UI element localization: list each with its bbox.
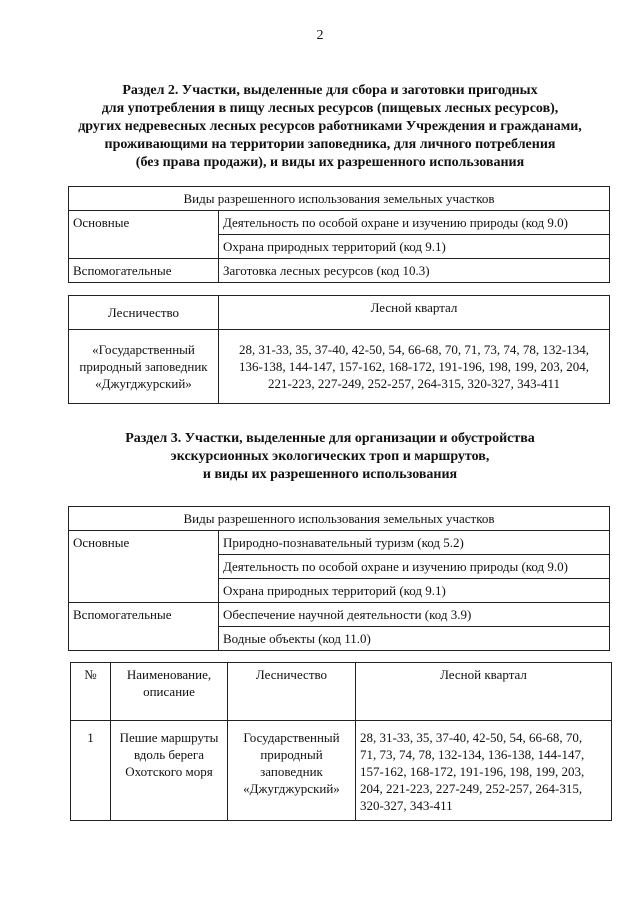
quarter-line: 221-223, 227-249, 252-257, 264-315, 320-327, 343-411 — [268, 376, 560, 391]
aux-use-item: Обеспечение научной деятельности (код 3.9) — [219, 603, 610, 627]
page-number: 2 — [316, 28, 324, 43]
route-quarter-line: 204, 221-223, 227-249, 252-257, 264-315, — [360, 781, 583, 796]
route-name — [111, 721, 228, 821]
route-forestry-line: Государственный — [243, 730, 340, 745]
aux-use-item: Водные объекты (код 11.0) — [219, 627, 610, 651]
main-use-item: Деятельность по особой охране и изучению природы (код 9.0) — [219, 211, 610, 235]
main-use-label: Основные — [69, 211, 219, 259]
forestry-column-header: Лесничество — [69, 296, 219, 330]
section-2-forest-quarters-table — [68, 295, 610, 404]
main-use-item: Деятельность по особой охране и изучению природы (код 9.0) — [219, 555, 610, 579]
forestry-line: «Государственный — [92, 342, 195, 357]
section-3-use-types-table — [68, 506, 610, 651]
route-name-line: вдоль берега — [133, 747, 204, 762]
route-number: 1 — [71, 721, 111, 821]
quarter-column-header: Лесной квартал — [356, 663, 612, 721]
section-2-use-types-table — [68, 186, 610, 283]
route-forestry-line: заповедник — [260, 764, 323, 779]
route-name-line: Охотского моря — [125, 764, 213, 779]
route-quarter-line: 157-162, 168-172, 191-196, 198, 199, 203, — [360, 764, 585, 779]
route-forestry-line: природный — [260, 747, 323, 762]
quarter-column-header: Лесной квартал — [219, 296, 610, 330]
route-forestry-line: «Джугджурский» — [243, 781, 340, 796]
title-line: проживающими на территории заповедника, для личного потребления — [104, 137, 556, 152]
section-3-routes-table — [70, 662, 612, 821]
main-use-item: Охрана природных территорий (код 9.1) — [219, 579, 610, 603]
quarter-line: 136-138, 144-147, 157-162, 168-172, 191-196, 198, 199, 203, 204, — [239, 359, 589, 374]
title-line: Раздел 2. Участки, выделенные для сбора и заготовки пригодных — [122, 83, 538, 98]
aux-use-label: Вспомогательные — [69, 259, 219, 283]
main-use-label: Основные — [69, 531, 219, 603]
route-quarter-line: 71, 73, 74, 78, 132-134, 136-138, 144-147, — [360, 747, 585, 762]
name-header-line: описание — [143, 684, 195, 699]
main-use-item: Охрана природных территорий (код 9.1) — [219, 235, 610, 259]
aux-use-label: Вспомогательные — [69, 603, 219, 651]
route-quarter-line: 28, 31-33, 35, 37-40, 42-50, 54, 66-68, 70, — [360, 730, 583, 745]
route-quarters — [356, 721, 612, 821]
aux-use-item: Заготовка лесных ресурсов (код 10.3) — [219, 259, 610, 283]
forestry-cell — [69, 330, 219, 404]
quarter-cell — [219, 330, 610, 404]
forestry-line: природный заповедник — [79, 359, 208, 374]
name-column-header — [111, 663, 228, 721]
title-line: и виды их разрешенного использования — [202, 467, 458, 482]
section-3-title — [40, 430, 620, 484]
title-line: (без права продажи), и виды их разрешенного использования — [135, 155, 525, 170]
use-types-header: Виды разрешенного использования земельных участков — [69, 187, 610, 211]
number-column-header: № — [71, 663, 111, 721]
title-line: других недревесных лесных ресурсов работниками Учреждения и гражданами, — [78, 119, 582, 134]
title-line: Раздел 3. Участки, выделенные для организации и обустройства — [125, 431, 535, 446]
route-forestry — [228, 721, 356, 821]
route-name-line: Пешие маршруты — [119, 730, 219, 745]
title-line: экскурсионных экологических троп и маршрутов, — [170, 449, 490, 464]
name-header-line: Наименование, — [126, 667, 212, 682]
title-line: для употребления в пищу лесных ресурсов (пищевых лесных ресурсов), — [101, 101, 559, 116]
quarter-line: 28, 31-33, 35, 37-40, 42-50, 54, 66-68, 70, 71, 73, 74, 78, 132-134, — [239, 342, 589, 357]
forestry-column-header: Лесничество — [228, 663, 356, 721]
forestry-line: «Джугджурский» — [95, 376, 192, 391]
table-row — [71, 721, 612, 821]
section-2-title — [40, 82, 620, 172]
route-quarter-line: 320-327, 343-411 — [360, 798, 453, 813]
use-types-header: Виды разрешенного использования земельных участков — [69, 507, 610, 531]
main-use-item: Природно-познавательный туризм (код 5.2) — [219, 531, 610, 555]
